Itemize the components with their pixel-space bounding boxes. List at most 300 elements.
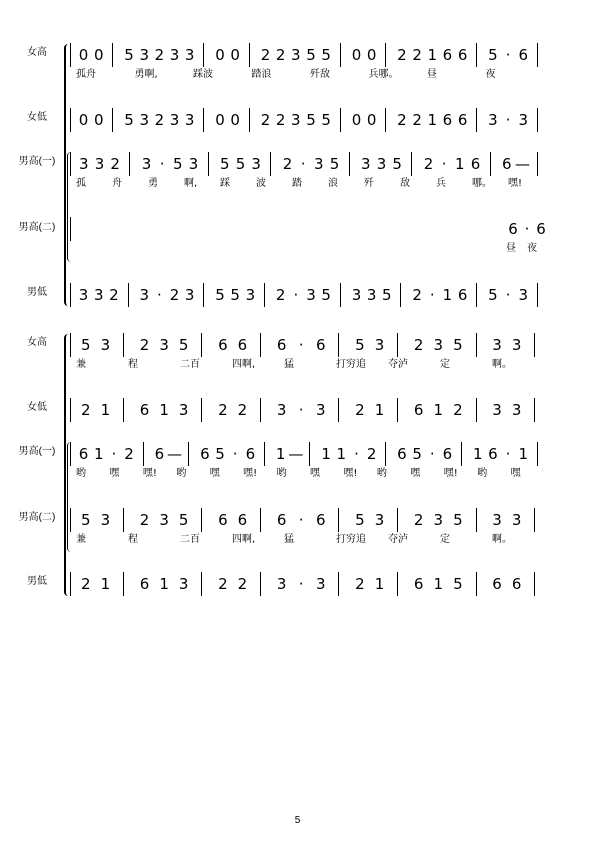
note-digit: 3 [511,511,522,529]
bar-line [534,572,535,596]
note-digit: 6 [492,575,502,593]
note-digit: 3 [178,401,189,419]
lyric-syllable: 踏浪 [251,69,272,80]
note-digit: 3 [178,575,189,593]
note-digit: 6 [518,46,529,64]
dash-note: — [514,155,530,173]
note-digit: 1 [518,445,529,463]
bar-line [128,283,129,307]
note-digit: 0 [351,111,362,129]
note-digit: 6 [245,445,256,463]
lyric-syllable: 歼敌 [310,69,330,80]
bar-line [537,283,538,307]
bar-line [476,398,477,422]
lyric-syllable: 嘿 [410,468,421,479]
bar-line [123,572,124,596]
note-digit: 5 [235,155,246,173]
lyric-syllable: 猛 [284,534,294,545]
lyric-syllable: 勇啊, [134,69,158,80]
bar-line [123,508,124,532]
lyric-syllable: 踩 [220,178,230,189]
note-digit: 3 [141,155,152,173]
note-digit: 3 [139,46,149,64]
note-digit: 3 [188,155,199,173]
note-digit: 1 [472,445,483,463]
bar-line [188,442,189,466]
bar-line [476,43,477,67]
note-digit: 3 [314,155,324,173]
lyric-syllable: 打穷追 [336,534,366,545]
lyric-syllable: 嘿 [310,468,320,479]
lyric-syllable: 哟 [76,468,86,479]
dash-note: — [167,445,183,463]
lyric-syllable: 敌 [400,178,410,189]
lyric-syllable: 四啊, [232,359,256,370]
dot-extension: · [298,511,304,529]
bar-line [260,398,261,422]
note-digit: 5 [453,336,463,354]
bar-line [70,108,71,132]
lyric-syllable: 昼 [427,69,437,80]
note-digit: 5 [306,111,316,129]
bar-line [201,333,202,357]
part-label: 男高(一) [18,446,56,457]
lyric-syllable: 哟 [376,468,387,479]
note-digit: 3 [492,511,502,529]
lyric-syllable: 哪。 [472,178,492,189]
note-digit: 3 [139,111,149,129]
lyric-syllable: 啊。 [492,359,512,370]
lyric-syllable: 嘿 [109,468,120,479]
note-digit: 2 [260,111,271,129]
note-digit: 3 [78,286,89,304]
note-digit: 3 [100,511,111,529]
note-digit: 1 [433,575,444,593]
dot-extension: · [429,445,435,463]
note-digit: 6 [442,445,453,463]
bar-line [260,333,261,357]
note-digit: 5 [453,511,463,529]
note-digit: 2 [355,575,365,593]
note-digit: 5 [329,155,340,173]
note-digit: 6 [316,336,326,354]
part-label: 女低 [27,112,47,123]
note-digit: 3 [433,511,444,529]
note-digit: 3 [169,46,180,64]
part-label: 男高(二) [18,222,56,233]
note-digit: 3 [79,155,89,173]
lyric-syllable: 猛 [284,359,294,370]
note-digit: 6 [536,220,546,238]
note-digit: 6 [316,511,326,529]
note-digit: 2 [124,445,134,463]
bar-line [340,283,341,307]
note-digit: 6 [154,445,165,463]
note-digit: 0 [215,46,225,64]
lyric-syllable: 嘿! [243,468,258,479]
note-digit: 1 [427,111,438,129]
note-digit: 5 [321,286,331,304]
staff-row [70,110,550,132]
bar-line [208,152,209,176]
bar-line [340,43,341,67]
note-digit: 3 [518,111,529,129]
note-digit: 0 [78,111,89,129]
note-digit: 3 [374,336,385,354]
note-digit: 6 [457,111,468,129]
bar-line [397,508,398,532]
part-label: 女低 [27,402,47,413]
note-digit: 5 [412,445,422,463]
note-digit: 6 [502,155,512,173]
bar-line [537,43,538,67]
staff-row [70,574,550,596]
note-digit: 6 [276,511,287,529]
dot-extension: · [111,445,117,463]
bar-line [70,398,71,422]
lyric-syllable: 啊。 [492,534,512,545]
note-digit: 2 [109,286,119,304]
bar-line [70,43,71,67]
bar-line [476,333,477,357]
staff-row [70,335,550,370]
bar-line [397,398,398,422]
part-label: 女高 [27,337,47,348]
note-digit: 3 [93,286,104,304]
note-digit: 5 [488,286,498,304]
bar-line [340,108,341,132]
note-digit: 6 [511,575,522,593]
note-digit: 1 [433,401,444,419]
bar-line [385,108,386,132]
lyric-syllable: 四啊, [232,534,256,545]
note-digit: 0 [230,111,240,129]
bar-line [260,508,261,532]
lyric-syllable: 二百 [180,359,200,370]
lyric-syllable: 打穷追 [336,359,366,370]
note-digit: 1 [159,401,169,419]
bar-line [264,283,265,307]
lyric-syllable: 嘿 [510,468,521,479]
bar-line [70,442,71,466]
note-digit: 2 [237,575,248,593]
note-digit: 6 [470,155,481,173]
bar-line [476,508,477,532]
bar-line [411,152,412,176]
dash-note: — [288,445,304,463]
bar-line [70,217,71,241]
bar-line [338,398,339,422]
bar-line [70,152,71,176]
dot-extension: · [300,155,306,173]
note-digit: 6 [218,511,228,529]
bar-line [534,508,535,532]
note-digit: 2 [81,401,91,419]
lyric-syllable: 哟 [477,468,488,479]
note-digit: 0 [366,111,377,129]
note-digit: 6 [237,336,248,354]
lyric-syllable: 兵 [436,178,446,189]
staff-row [70,400,550,422]
note-digit: 2 [237,401,248,419]
note-digit: 3 [169,111,180,129]
lyric-syllable: 嘿! [508,178,523,189]
bar-line [476,283,477,307]
part-label: 男低 [27,287,47,298]
bar-line [143,442,144,466]
note-digit: 5 [215,445,225,463]
note-digit: 6 [413,401,424,419]
note-digit: 5 [81,511,91,529]
note-digit: 2 [453,401,463,419]
lyric-syllable: 舟 [112,178,122,189]
note-digit: 3 [159,511,169,529]
bar-line [338,572,339,596]
note-digit: 3 [511,336,522,354]
staff-row [70,285,550,307]
lyric-syllable: 兼 [76,534,86,545]
bar-line [537,108,538,132]
note-digit: 3 [511,401,522,419]
note-digit: 1 [93,445,104,463]
dot-extension: · [505,445,511,463]
lyric-syllable: 嘿 [209,468,220,479]
note-digit: 3 [276,401,287,419]
bar-line [534,333,535,357]
note-digit: 3 [488,111,498,129]
lyric-syllable: 啊, [184,178,198,189]
bar-line [203,108,204,132]
lyric-syllable: 嘿! [343,468,358,479]
note-digit: 5 [382,286,392,304]
note-digit: 2 [154,46,165,64]
part-label: 男高(一) [18,156,56,167]
note-digit: 2 [355,401,365,419]
note-digit: 1 [275,445,286,463]
note-digit: 0 [351,46,362,64]
note-digit: 1 [427,46,438,64]
lyric-syllable: 夺泸 [388,534,408,545]
note-digit: 3 [433,336,444,354]
note-digit: 6 [488,445,498,463]
note-digit: 6 [397,445,407,463]
note-digit: 1 [336,445,347,463]
bar-line [203,43,204,67]
bar-line [349,152,350,176]
note-digit: 6 [442,111,453,129]
note-digit: 6 [276,336,287,354]
dot-extension: · [159,155,165,173]
dot-extension: · [505,111,511,129]
dot-extension: · [441,155,447,173]
lyric-syllable: 定 [440,359,450,370]
note-digit: 1 [321,445,331,463]
dot-extension: · [293,286,299,304]
note-digit: 2 [110,155,120,173]
note-digit: 2 [139,336,150,354]
dot-extension: · [298,336,304,354]
bar-line [249,43,250,67]
lyric-syllable: 勇 [148,178,158,189]
note-digit: 5 [215,286,225,304]
note-digit: 3 [291,111,301,129]
note-digit: 0 [215,111,225,129]
note-digit: 6 [457,46,468,64]
note-digit: 3 [518,286,529,304]
staff-row [70,444,550,479]
note-digit: 2 [413,336,424,354]
staff-row [70,45,550,80]
note-digit: 2 [275,286,286,304]
note-digit: 2 [397,46,407,64]
bar-line [70,333,71,357]
lyric-syllable: 踩波 [193,69,213,80]
note-digit: 1 [100,575,111,593]
note-digit: 5 [355,336,365,354]
bar-line [385,43,386,67]
lyric-syllable: 兼 [76,359,86,370]
note-digit: 1 [100,401,111,419]
note-digit: 2 [81,575,91,593]
note-digit: 6 [78,445,89,463]
note-digit: 6 [508,220,518,238]
note-digit: 3 [306,286,316,304]
bar-line [309,442,310,466]
note-digit: 5 [230,286,240,304]
note-digit: 5 [488,46,498,64]
bar-line [203,283,204,307]
bar-line [537,152,538,176]
bar-line [270,152,271,176]
lyric-syllable: 哟 [176,468,187,479]
note-digit: 2 [154,111,165,129]
note-digit: 3 [184,286,195,304]
note-digit: 3 [276,575,287,593]
part-label: 男高(二) [18,512,56,523]
note-digit: 6 [442,46,453,64]
bar-line [537,442,538,466]
note-digit: 2 [218,401,228,419]
dot-extension: · [505,286,511,304]
note-digit: 6 [200,445,210,463]
dot-extension: · [156,286,162,304]
bar-line [123,398,124,422]
part-label: 男低 [27,576,47,587]
note-digit: 2 [275,46,286,64]
bar-line [129,152,130,176]
note-digit: 3 [492,401,502,419]
note-digit: 6 [413,575,424,593]
bar-line [70,283,71,307]
bar-line [338,333,339,357]
note-digit: 3 [366,286,377,304]
bar-line [476,572,477,596]
bar-line [201,398,202,422]
note-digit: 5 [178,336,189,354]
bar-line [123,333,124,357]
dot-extension: · [232,445,238,463]
note-digit: 6 [139,575,150,593]
bar-line [264,442,265,466]
note-digit: 0 [78,46,89,64]
bar-line [112,108,113,132]
dot-extension: · [354,445,359,463]
note-digit: 1 [374,401,385,419]
note-digit: 2 [139,511,150,529]
note-digit: 5 [220,155,230,173]
bar-line [400,283,401,307]
lyric-syllable: 嘿! [142,468,157,479]
note-digit: 3 [245,286,256,304]
note-digit: 2 [275,111,286,129]
bar-line [201,508,202,532]
note-digit: 6 [139,401,150,419]
lyric-syllable: 夜 [485,69,496,80]
bar-line [534,398,535,422]
staff-row [70,154,550,189]
note-digit: 2 [412,46,422,64]
note-digit: 3 [374,511,385,529]
note-digit: 2 [397,111,407,129]
note-digit: 3 [351,286,362,304]
bar-line [461,442,462,466]
note-digit: 1 [374,575,385,593]
lyric-syllable: 歼 [364,178,374,189]
note-digit: 6 [237,511,248,529]
lyric-syllable: 程 [128,359,138,370]
note-digit: 5 [453,575,463,593]
note-digit: 5 [178,511,189,529]
note-digit: 2 [412,111,422,129]
note-digit: 2 [218,575,228,593]
note-digit: 3 [251,155,261,173]
bar-line [397,572,398,596]
bar-line [201,572,202,596]
note-digit: 5 [124,46,134,64]
note-digit: 2 [412,286,422,304]
staff-row [70,219,550,254]
note-digit: 3 [316,575,326,593]
bar-line [70,572,71,596]
bar-line [476,108,477,132]
lyric-syllable: 夜 [527,243,537,254]
page-number: 5 [294,815,301,826]
lyric-syllable: 孤 [76,178,86,189]
dot-extension: · [298,575,304,593]
note-digit: 3 [361,155,371,173]
bar-line [70,508,71,532]
note-digit: 3 [291,46,301,64]
bar-line [112,43,113,67]
dot-extension: · [505,46,511,64]
note-digit: 3 [159,336,169,354]
note-digit: 0 [93,46,104,64]
note-digit: 0 [230,46,240,64]
note-digit: 3 [100,336,111,354]
note-digit: 2 [282,155,293,173]
lyric-syllable: 昼 [506,243,516,254]
note-digit: 0 [93,111,104,129]
bar-line [397,333,398,357]
lyric-syllable: 哟 [276,468,287,479]
note-digit: 5 [321,46,331,64]
note-digit: 5 [392,155,402,173]
note-digit: 5 [306,46,316,64]
lyric-syllable: 程 [128,534,138,545]
note-digit: 5 [81,336,91,354]
note-digit: 1 [159,575,169,593]
bar-line [338,508,339,532]
